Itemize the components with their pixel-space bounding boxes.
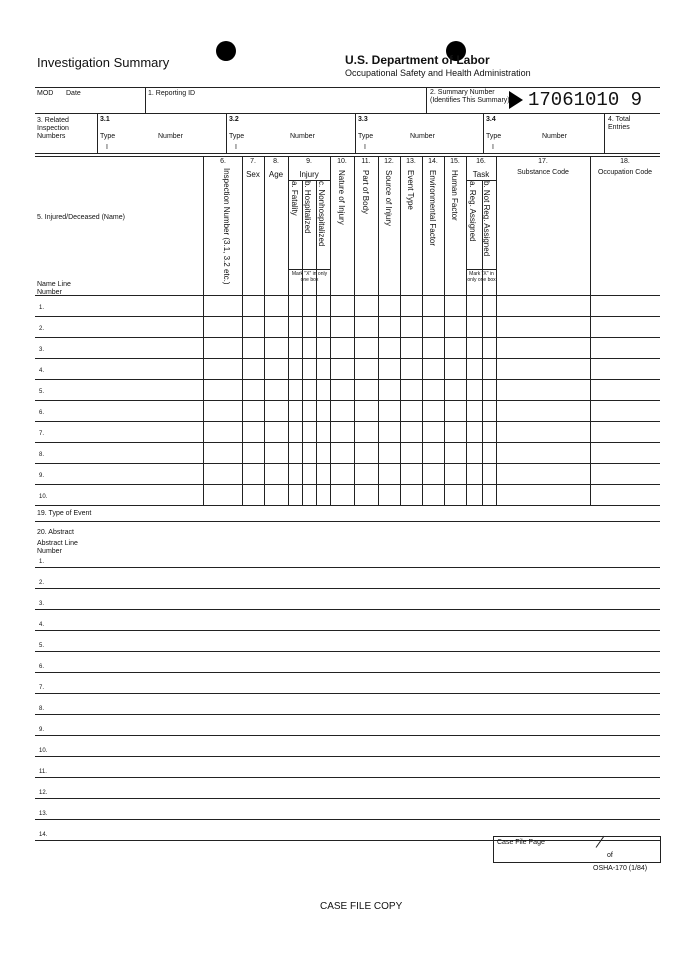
- reporting-id-label: 1. Reporting ID: [148, 90, 196, 97]
- occupation-code-header: Occupation Code: [597, 169, 653, 176]
- rule: [426, 87, 427, 113]
- abstract-line-number: 13.: [39, 811, 48, 817]
- rule: [35, 153, 660, 154]
- abstract-line-number: 5.: [39, 643, 45, 649]
- summary-number-label: 2. Summary Number (Identifies This Summary): [430, 89, 510, 104]
- rule: [203, 156, 204, 505]
- abstract-line-number: 2.: [39, 580, 45, 586]
- rule: [264, 156, 265, 505]
- grid-line-number: 10.: [39, 494, 48, 500]
- group-3-4-type-value: I: [492, 144, 494, 151]
- group-3-1-label: 3.1: [100, 116, 110, 123]
- rule: [354, 156, 355, 505]
- page-of-label: of: [607, 852, 613, 859]
- rule: [288, 269, 330, 270]
- case-file-page-label: Case File Page: [497, 839, 545, 846]
- group-3-3-type-value: I: [364, 144, 366, 151]
- rule: [35, 505, 660, 506]
- rule: [466, 156, 467, 505]
- abstract-line[interactable]: [35, 651, 660, 652]
- arrow-icon: [509, 91, 523, 109]
- rule: [35, 442, 660, 443]
- related-inspections-label: 3. Related Inspection Numbers: [37, 117, 69, 140]
- injury-header: Injury: [299, 170, 319, 179]
- rule: [400, 156, 401, 505]
- group-3-4-label: 3.4: [486, 116, 496, 123]
- group-3-1-type-label: Type: [100, 133, 116, 140]
- rule: [355, 113, 356, 153]
- abstract-line-number: 3.: [39, 601, 45, 607]
- group-3-3-type-label: Type: [358, 133, 374, 140]
- grid-line-number: 1.: [39, 305, 45, 311]
- abstract-label: 20. Abstract: [37, 529, 74, 536]
- grid-line-number: 2.: [39, 326, 45, 332]
- rule: [35, 484, 660, 485]
- rule: [422, 156, 423, 505]
- hospitalized-header: b. Hospitalized: [303, 181, 312, 234]
- col-12-number: 12.: [384, 158, 394, 165]
- grid-line-number: 6.: [39, 410, 45, 416]
- col-9-number: 9.: [306, 158, 312, 165]
- form-number: OSHA-170 (1/84): [593, 865, 648, 872]
- abstract-line[interactable]: [35, 819, 660, 820]
- subagency-name: Occupational Safety and Health Administration: [345, 68, 531, 78]
- grid-line-number: 8.: [39, 452, 45, 458]
- grid-line-number: 7.: [39, 431, 45, 437]
- total-entries-label: 4. Total Entries: [608, 116, 631, 131]
- abstract-line-number-label: Abstract Line Number: [37, 540, 78, 555]
- rule: [496, 156, 497, 505]
- rule: [35, 156, 660, 157]
- abstract-line-number: 1.: [39, 559, 45, 565]
- rule: [242, 156, 243, 505]
- col-10-number: 10.: [337, 158, 347, 165]
- substance-code-header: Substance Code: [517, 169, 569, 176]
- col-7-number: 7.: [250, 158, 256, 165]
- part-of-body-header: Part of Body: [361, 170, 370, 215]
- abstract-line-number: 14.: [39, 832, 48, 838]
- not-reg-assigned-header: b. Not Reg. Assigned: [482, 181, 491, 257]
- abstract-line-number: 7.: [39, 685, 45, 691]
- abstract-line-number: 8.: [39, 706, 45, 712]
- rule: [145, 87, 146, 113]
- group-3-2-type-label: Type: [229, 133, 245, 140]
- rule: [444, 156, 445, 505]
- abstract-line[interactable]: [35, 630, 660, 631]
- abstract-line[interactable]: [35, 609, 660, 610]
- abstract-line[interactable]: [35, 756, 660, 757]
- rule: [35, 87, 660, 88]
- rule: [35, 379, 660, 380]
- abstract-line[interactable]: [35, 798, 660, 799]
- source-of-injury-header: Source of Injury: [384, 170, 393, 227]
- nonhospitalized-header: c. Nonhospitalized: [317, 181, 326, 247]
- group-3-3-number-label: Number: [410, 133, 435, 140]
- abstract-line[interactable]: [35, 777, 660, 778]
- group-3-1-number-label: Number: [158, 133, 183, 140]
- group-3-2-label: 3.2: [229, 116, 239, 123]
- rule: [35, 295, 660, 296]
- grid-line-number: 9.: [39, 473, 45, 479]
- rule: [604, 113, 605, 153]
- name-line-number-label: Name Line Number: [37, 281, 71, 296]
- punch-hole-left: [216, 41, 236, 61]
- rule: [288, 180, 330, 181]
- grid-line-number: 3.: [39, 347, 45, 353]
- col-8-number: 8.: [273, 158, 279, 165]
- rule: [466, 269, 496, 270]
- agency-name: U.S. Department of Labor: [345, 53, 490, 67]
- abstract-line[interactable]: [35, 588, 660, 589]
- abstract-line-number: 6.: [39, 664, 45, 670]
- environmental-factor-header: Environmental Factor: [428, 170, 437, 247]
- case-file-copy-label: CASE FILE COPY: [320, 901, 403, 912]
- rule: [302, 180, 303, 505]
- group-3-2-number-label: Number: [290, 133, 315, 140]
- col-13-number: 13.: [406, 158, 416, 165]
- abstract-line-number: 4.: [39, 622, 45, 628]
- abstract-line[interactable]: [35, 567, 660, 568]
- col-14-number: 14.: [428, 158, 438, 165]
- abstract-line-number: 11.: [39, 769, 47, 775]
- col-15-number: 15.: [450, 158, 460, 165]
- rule: [35, 521, 660, 522]
- sex-header: Sex: [246, 170, 260, 179]
- abstract-line-number: 10.: [39, 748, 48, 754]
- age-header: Age: [268, 170, 284, 179]
- rule: [378, 156, 379, 505]
- inspection-number-header: Inspection Number (3.1, 3.2 etc.): [222, 168, 231, 285]
- date-label: Date: [66, 90, 81, 97]
- mark-x-injury-note: Mark "X" in only one box: [291, 271, 328, 283]
- nature-of-injury-header: Nature of Injury: [337, 170, 346, 225]
- mo-label: MOD: [37, 90, 54, 97]
- col-18-number: 18.: [620, 158, 630, 165]
- abstract-line[interactable]: [35, 672, 660, 673]
- summary-number-value: 17061010 9: [528, 89, 643, 111]
- group-3-3-label: 3.3: [358, 116, 368, 123]
- grid-line-number: 5.: [39, 389, 45, 395]
- fatality-header: a. Fatality: [290, 181, 299, 216]
- rule: [35, 337, 660, 338]
- rule: [35, 316, 660, 317]
- injured-deceased-label: 5. Injured/Deceased (Name): [37, 214, 125, 221]
- rule: [590, 156, 591, 505]
- event-type-header: Event Type: [406, 170, 415, 210]
- col-6-number: 6.: [220, 158, 226, 165]
- abstract-line[interactable]: [35, 714, 660, 715]
- rule: [483, 113, 484, 153]
- form-title: Investigation Summary: [37, 55, 170, 70]
- abstract-line[interactable]: [35, 693, 660, 694]
- rule: [35, 358, 660, 359]
- reg-assigned-header: a. Reg. Assigned: [468, 181, 477, 242]
- rule: [330, 156, 331, 505]
- group-3-4-number-label: Number: [542, 133, 567, 140]
- rule: [466, 180, 496, 181]
- group-3-1-type-value: I: [106, 144, 108, 151]
- abstract-line-number: 9.: [39, 727, 45, 733]
- col-17-number: 17.: [538, 158, 548, 165]
- rule: [482, 180, 483, 505]
- rule: [97, 113, 98, 153]
- rule: [226, 113, 227, 153]
- group-3-2-type-value: I: [235, 144, 237, 151]
- type-of-event-label: 19. Type of Event: [37, 510, 92, 517]
- col-16-number: 16.: [476, 158, 486, 165]
- rule: [35, 113, 660, 114]
- task-header: Task: [472, 170, 490, 179]
- mark-x-task-note: Mark "X" in only one box: [467, 271, 496, 283]
- rule: [288, 156, 289, 505]
- col-11-number: 11.: [361, 158, 371, 165]
- abstract-line-number: 12.: [39, 790, 48, 796]
- rule: [35, 400, 660, 401]
- grid-line-number: 4.: [39, 368, 45, 374]
- rule: [35, 421, 660, 422]
- rule: [35, 463, 660, 464]
- abstract-line[interactable]: [35, 735, 660, 736]
- group-3-4-type-label: Type: [486, 133, 502, 140]
- human-factor-header: Human Factor: [450, 170, 459, 221]
- rule: [316, 180, 317, 505]
